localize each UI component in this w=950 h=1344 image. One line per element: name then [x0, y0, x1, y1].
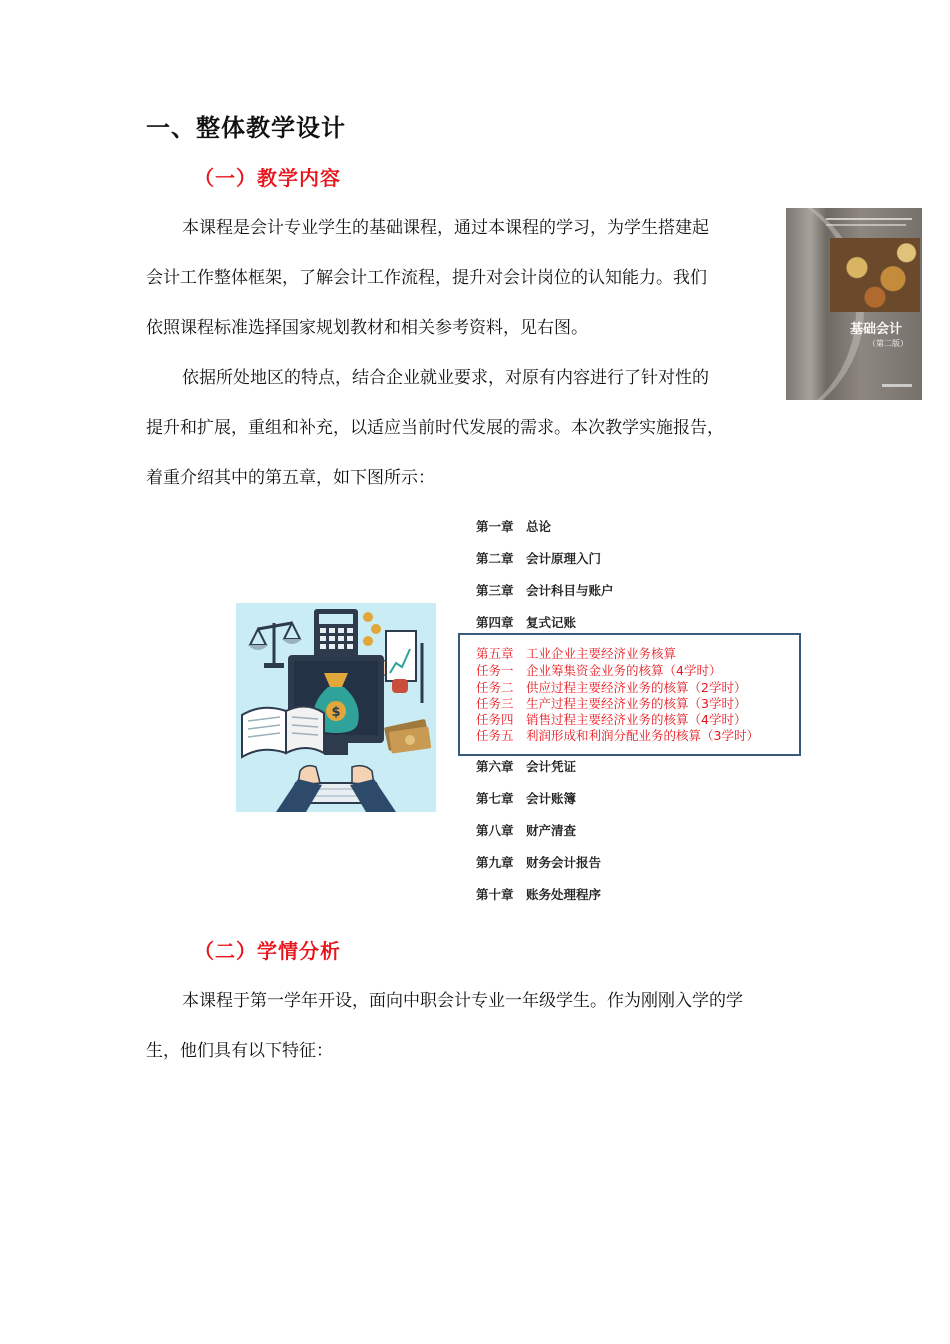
book-icon — [242, 706, 324, 757]
paragraph-line: 提升和扩展，重组和补充，以适应当前时代发展的需求。本次教学实施报告， — [146, 418, 724, 438]
chapter-item: 第九章 财务会计报告 — [476, 855, 602, 870]
chapter-item: 第七章 会计账簿 — [476, 791, 577, 806]
chapter-item: 第四章 复式记账 — [476, 615, 577, 630]
paragraph-line: 本课程于第一学年开设，面向中职会计专业一年级学生。作为刚刚入学的学 — [182, 991, 743, 1011]
svg-text:$: $ — [331, 705, 341, 720]
paragraph-line: 依照课程标准选择国家规划教材和相关参考资料，见右图。 — [146, 318, 588, 338]
chapter5-title: 第五章 工业企业主要经济业务核算 — [476, 646, 677, 661]
coins-photo — [830, 238, 920, 312]
coins-icon — [363, 612, 381, 646]
accounting-illustration — [236, 603, 436, 812]
paragraph-line: 会计工作整体框架，了解会计工作流程，提升对会计岗位的认知能力。我们 — [146, 268, 707, 288]
paragraph-line: 依据所处地区的特点，结合企业就业要求，对原有内容进行了针对性的 — [182, 368, 709, 388]
paragraph-line: 着重介绍其中的第五章，如下图所示： — [146, 468, 435, 488]
chapter-item: 第十章 账务处理程序 — [476, 887, 602, 902]
task-item: 任务五 利润形成和利润分配业务的核算（3学时） — [476, 728, 759, 743]
paragraph-line: 生，他们具有以下特征： — [146, 1041, 333, 1061]
chapter-item: 第八章 财产清查 — [476, 823, 577, 838]
paragraph-line: 本课程是会计专业学生的基础课程，通过本课程的学习，为学生搭建起 — [182, 218, 709, 238]
chapter-item: 第二章 会计原理入门 — [476, 551, 602, 566]
page-heading: 一、整体教学设计 — [146, 114, 346, 142]
section-title-analysis: （二）学情分析 — [194, 939, 341, 963]
section-title-content: （一）教学内容 — [194, 166, 341, 190]
task-item: 任务三 生产过程主要经济业务的核算（3学时） — [476, 696, 747, 711]
chapter-item: 第三章 会计科目与账户 — [476, 583, 614, 598]
chapter-item: 第六章 会计凭证 — [476, 759, 577, 774]
keyboard-hands-icon — [276, 766, 396, 812]
cash-icon — [384, 719, 431, 754]
chapter-item: 第一章 总论 — [476, 519, 552, 534]
book-edition: （第二版） — [868, 339, 908, 348]
textbook-cover-image — [786, 208, 922, 400]
task-item: 任务二 供应过程主要经济业务的核算（2学时） — [476, 680, 747, 695]
book-title: 基础会计 — [850, 322, 903, 337]
task-item: 任务四 销售过程主要经济业务的核算（4学时） — [476, 712, 747, 727]
calculator-icon — [314, 609, 358, 659]
task-item: 任务一 企业筹集资金业务的核算（4学时） — [476, 663, 722, 678]
